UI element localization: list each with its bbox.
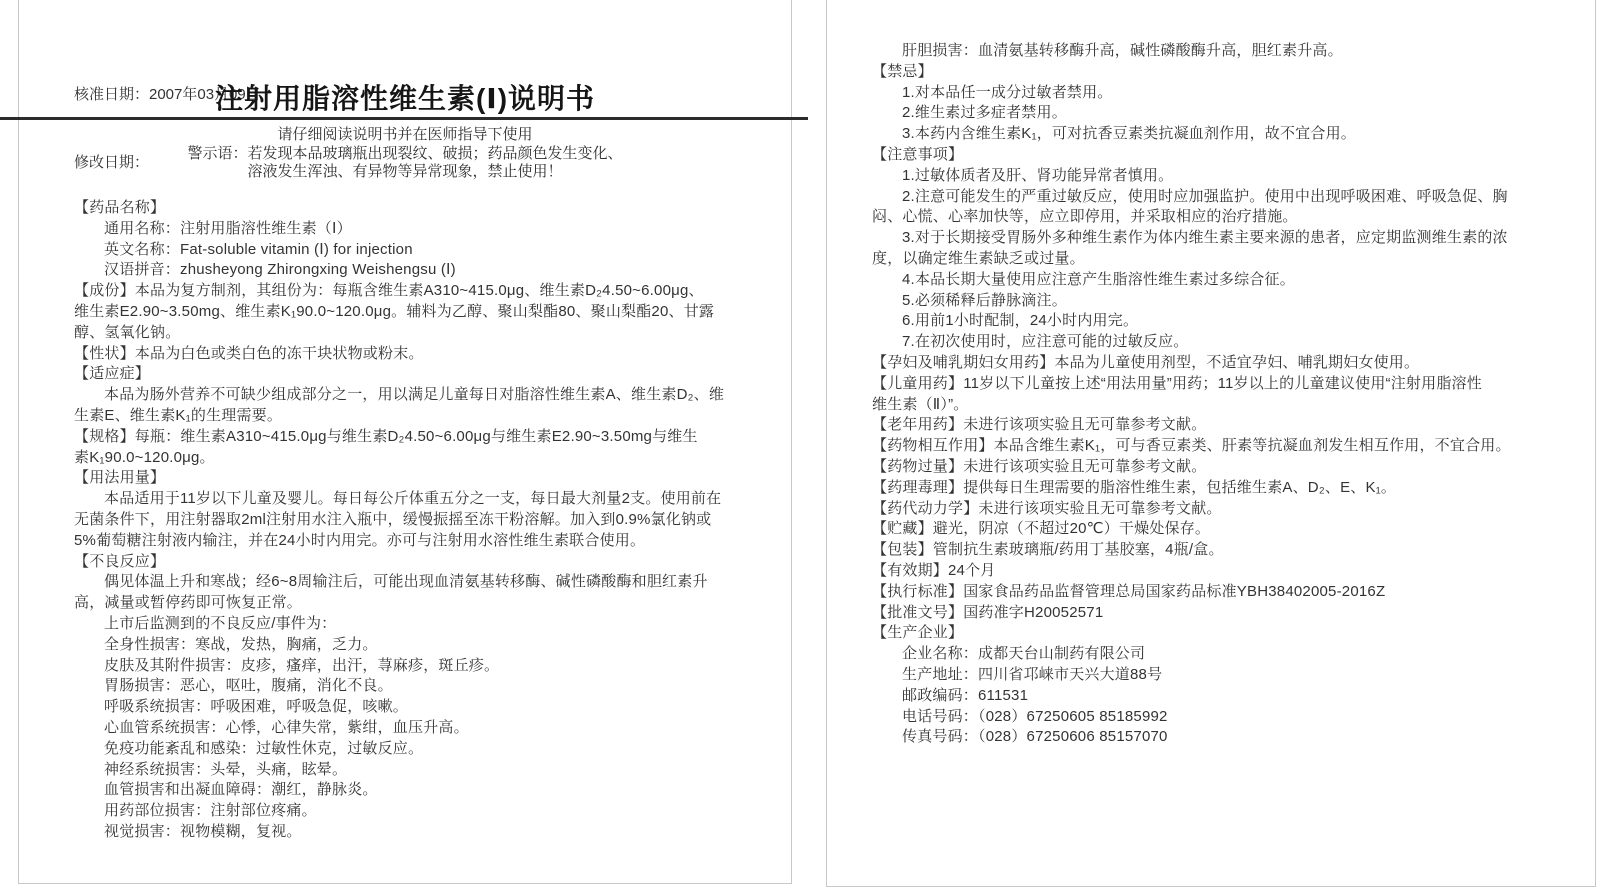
- text-line: 通用名称：注射用脂溶性维生素（Ⅰ）: [104, 219, 352, 237]
- text-line: 【药品名称】: [74, 199, 166, 216]
- text-line: 醇、氢氧化钠。: [74, 323, 181, 341]
- text-line: 皮肤及其附件损害：皮疹，瘙痒，出汗，荨麻疹，斑丘疹。: [104, 656, 500, 674]
- text-line: 免疫功能紊乱和感染：过敏性休克，过敏反应。: [104, 739, 424, 757]
- text-line: 2.注意可能发生的严重过敏反应，使用时应加强监护。使用中出现呼吸困难、呼吸急促、胸: [902, 187, 1508, 205]
- text-line: 血管损害和出凝血障碍：潮红，静脉炎。: [104, 781, 378, 799]
- text-line: 【生产企业】: [872, 624, 964, 642]
- text-line: 【执行标准】国家食品药品监督管理总局国家药品标准YBH38402005-2016Z: [872, 582, 1386, 600]
- right-body-text: [872, 41, 1549, 748]
- text-line: 5%葡萄糖注射液内输注，并在24小时内用完。亦可与注射用水溶性维生素联合使用。: [74, 531, 646, 549]
- text-line: 2.维生素过多症者禁用。: [902, 104, 1067, 122]
- text-line: 视觉损害：视物模糊，复视。: [104, 822, 302, 840]
- text-line: 生产地址：四川省邛崃市天兴大道88号: [902, 665, 1163, 683]
- text-line: 【用法用量】: [74, 469, 166, 487]
- text-line: 【药代动力学】未进行该项实验且无可靠参考文献。: [872, 499, 1222, 517]
- text-line: 全身性损害：寒战，发热，胸痛，乏力。: [104, 635, 378, 653]
- text-line: 上市后监测到的不良反应/事件为：: [104, 614, 337, 632]
- text-line: 英文名称：Fat-soluble vitamin (Ⅰ) for injection: [104, 240, 413, 258]
- text-line: 5.必须稀释后静脉滴注。: [902, 291, 1067, 309]
- document-title: 注射用脂溶性维生素(Ⅰ)说明书: [214, 83, 596, 114]
- text-line: 【不良反应】: [74, 552, 166, 570]
- text-line: 3.本药内含维生素K₁，可对抗香豆素类抗凝血剂作用，故不宜合用。: [902, 125, 1356, 143]
- text-line: 传真号码：（028）67250606 85157070: [902, 728, 1168, 746]
- text-line: 【成份】本品为复方制剂，其组份为：每瓶含维生素A310~415.0μg、维生素D₂4.50~6.00μg、: [74, 282, 704, 300]
- text-line: 邮政编码：611531: [902, 686, 1029, 704]
- text-line: 本品为肠外营养不可缺少组成部分之一，用以满足儿童每日对脂溶性维生素A、维生素D₂、维: [104, 386, 725, 404]
- text-line: 【性状】本品为白色或类白色的冻干块状物或粉末。: [74, 344, 424, 362]
- text-line: 企业名称：成都天台山制药有限公司: [902, 645, 1146, 663]
- text-line: 【规格】每瓶：维生素A310~415.0μg与维生素D₂4.50~6.00μg与维生素E2.90~3.50mg与维生: [74, 427, 698, 445]
- left-body-text: [74, 198, 765, 843]
- text-line: 【适应症】: [74, 365, 151, 383]
- text-line: 【有效期】24个月: [872, 561, 996, 579]
- text-line: 无菌条件下，用注射器取2ml注射用水注入瓶中，缓慢振摇至冻干粉溶解。加入到0.9%氯化钠或: [74, 510, 712, 528]
- text-line: 【药物过量】未进行该项实验且无可靠参考文献。: [872, 457, 1207, 475]
- text-line: 【药物相互作用】本品含维生素K₁，可与香豆素类、肝素等抗凝血剂发生相互作用，不宜合用。: [872, 437, 1511, 455]
- text-line: 素K₁90.0~120.0μg。: [74, 448, 215, 466]
- text-line: 1.对本品任一成分过敏者禁用。: [902, 83, 1113, 101]
- text-line: 胃肠损害：恶心，呕吐，腹痛，消化不良。: [104, 677, 393, 695]
- text-line: 肝胆损害：血清氨基转移酶升高，碱性磷酸酶升高，胆红素升高。: [902, 42, 1343, 59]
- text-line: 1.过敏体质者及肝、肾功能异常者慎用。: [902, 166, 1174, 184]
- approval-date-line: 核准日期：2007年03月09日: [74, 86, 261, 103]
- page-left: [18, 0, 792, 884]
- warning-block: [19, 126, 791, 182]
- text-line: 【贮藏】避光，阴凉（不超过20℃）干燥处保存。: [872, 520, 1211, 538]
- text-line: 电话号码：（028）67250605 85185992: [902, 707, 1168, 725]
- text-line: 汉语拼音：zhusheyong Zhirongxing Weishengsu (Ⅰ): [104, 261, 456, 279]
- warning-line-1: 警示语：若发现本品玻璃瓶出现裂纹、破损；药品颜色发生变化、: [187, 144, 623, 162]
- text-line: 【注意事项】: [872, 145, 964, 163]
- text-line: 【包装】管制抗生素玻璃瓶/药用丁基胶塞，4瓶/盒。: [872, 541, 1224, 559]
- text-line: 偶见体温上升和寒战；经6~8周输注后，可能出现血清氨基转移酶、碱性磷酸酶和胆红素升: [104, 573, 708, 591]
- text-line: 【药理毒理】提供每日生理需要的脂溶性维生素，包括维生素A、D₂、E、K₁。: [872, 478, 1397, 496]
- text-line: 用药部位损害：注射部位疼痛。: [104, 802, 317, 820]
- text-line: 7.在初次使用时，应注意可能的过敏反应。: [902, 333, 1189, 351]
- text-line: 维生素（Ⅱ）”。: [872, 395, 969, 413]
- text-line: 呼吸系统损害：呼吸困难，呼吸急促，咳嗽。: [104, 698, 409, 716]
- text-line: 4.本品长期大量使用应注意产生脂溶性维生素过多综合征。: [902, 270, 1295, 288]
- text-line: 【孕妇及哺乳期妇女用药】本品为儿童使用剂型，不适宜孕妇、哺乳期妇女使用。: [872, 353, 1420, 371]
- text-line: 闷、心慌、心率加快等，应立即停用，并采取相应的治疗措施。: [872, 208, 1298, 226]
- text-line: 【禁忌】: [872, 62, 933, 80]
- text-line: 【老年用药】未进行该项实验且无可靠参考文献。: [872, 416, 1207, 434]
- text-line: 维生素E2.90~3.50mg、维生素K₁90.0~120.0μg。辅料为乙醇、聚山梨酯80、聚山梨酯20、甘露: [74, 302, 715, 320]
- text-line: 神经系统损害：头晕，头痛，眩晕。: [104, 760, 348, 778]
- text-line: 度，以确定维生素缺乏或过量。: [872, 249, 1085, 267]
- text-line: 心血管系统损害：心悸，心律失常，紫绀，血压升高。: [104, 718, 469, 736]
- page-right: [826, 0, 1596, 887]
- text-line: 本品适用于11岁以下儿童及婴儿。每日每公斤体重五分之一支，每日最大剂量2支。使用前在: [104, 490, 722, 508]
- text-line: 3.对于长期接受胃肠外多种维生素作为体内维生素主要来源的患者，应定期监测维生素的浓: [902, 229, 1508, 247]
- text-line: 生素E、维生素K₁的生理需要。: [74, 406, 283, 424]
- text-line: 【儿童用药】11岁以下儿童按上述“用法用量”用药；11岁以上的儿童建议使用“注射用脂溶性: [872, 374, 1482, 392]
- read-notice-line: 请仔细阅读说明书并在医师指导下使用: [277, 126, 533, 143]
- text-line: 6.用前1小时配制，24小时内用完。: [902, 312, 1139, 330]
- warning-line-2: 溶液发生浑浊、有异物等异常现象，禁止使用！: [247, 163, 563, 181]
- revision-date-line: 修改日期：: [74, 153, 150, 171]
- text-line: 【批准文号】国药准字H20052571: [872, 603, 1104, 621]
- text-line: 高，减量或暂停药即可恢复正常。: [74, 594, 303, 612]
- title-underline-rule: [0, 117, 808, 120]
